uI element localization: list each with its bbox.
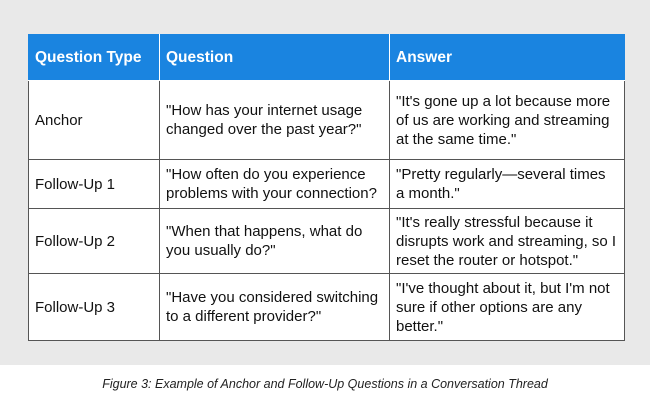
question-cell: "Have you considered switching to a different provider?": [160, 274, 390, 341]
question-cell: "When that happens, what do you usually do?": [160, 209, 390, 274]
header-question-type: Question Type: [29, 35, 160, 81]
answer-cell: "I've thought about it, but I'm not sure if other options are any better.": [390, 274, 625, 341]
answer-cell: "It's really stressful because it disrupts work and streaming, so I reset the router or hotspot.": [390, 209, 625, 274]
figure-caption: Figure 3: Example of Anchor and Follow-Up Questions in a Conversation Thread: [102, 377, 548, 391]
question-type-cell: Follow-Up 2: [29, 209, 160, 274]
table-header-row: [29, 35, 625, 81]
answer-cell: "Pretty regularly—several times a month.": [390, 160, 625, 209]
question-type-cell: Follow-Up 3: [29, 274, 160, 341]
question-cell: "How has your internet usage changed over the past year?": [160, 81, 390, 160]
answer-cell: "It's gone up a lot because more of us are working and streaming at the same time.": [390, 81, 625, 160]
table-row: [29, 81, 625, 160]
table-row: [29, 274, 625, 341]
question-type-cell: Anchor: [29, 81, 160, 160]
table-row: [29, 160, 625, 209]
header-question: Question: [160, 35, 390, 81]
question-table: [28, 34, 625, 341]
question-type-cell: Follow-Up 1: [29, 160, 160, 209]
table-row: [29, 209, 625, 274]
header-answer: Answer: [390, 35, 625, 81]
question-cell: "How often do you experience problems with your connection?: [160, 160, 390, 209]
